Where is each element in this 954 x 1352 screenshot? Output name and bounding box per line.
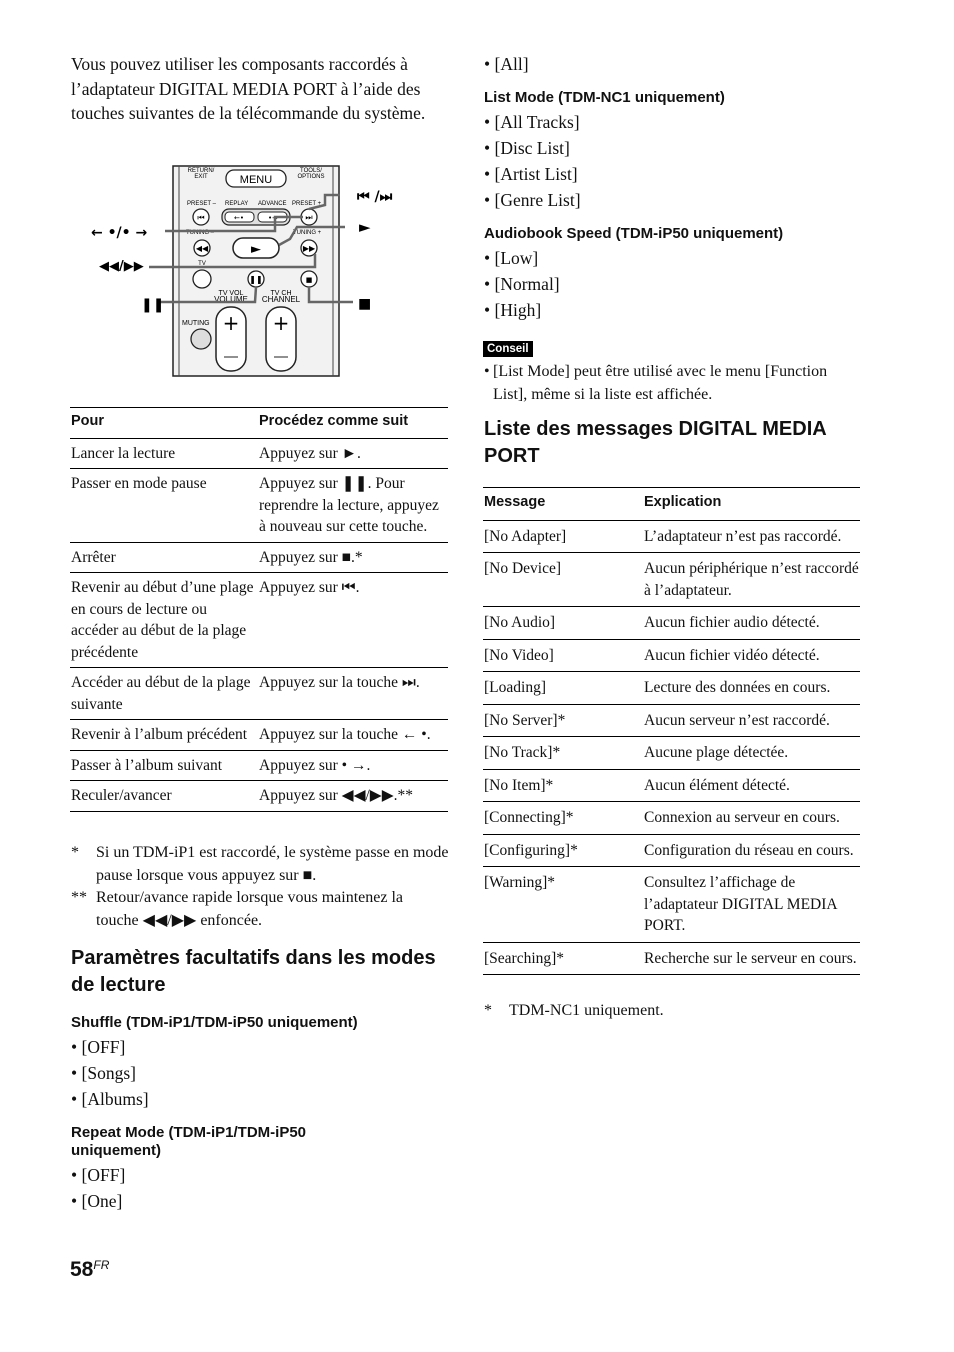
callout-rewff: ◀◀/▶▶ xyxy=(99,259,144,274)
table-row: [Warning]* Consultez l’affichage de l’adaptateur DIGITAL MEDIA PORT. xyxy=(483,867,860,943)
menu-label: MENU xyxy=(239,174,273,186)
tip-badge-wrap xyxy=(483,339,533,357)
tip-text: [List Mode] peut être utilisé avec le menu [Function List], même si la liste est affichée. xyxy=(493,363,828,403)
page-number xyxy=(70,1258,109,1282)
svg-text:⏮: ⏮ xyxy=(197,213,205,222)
footnote-1 xyxy=(71,842,449,887)
col-header-message: Message xyxy=(483,488,643,521)
list-item: • [Songs] xyxy=(71,1060,149,1086)
list-mode-list xyxy=(484,109,581,213)
col-header-procedez: Procédez comme suit xyxy=(258,408,448,439)
advance-label: ADVANCE xyxy=(258,201,287,207)
table-row: [No Device] Aucun périphérique n’est raccordé à l’adaptateur. xyxy=(483,553,860,607)
tip-text-wrap: • [List Mode] peut être utilisé avec le menu [Function List], même si la liste est affichée. xyxy=(484,361,860,406)
svg-text:◀◀: ◀◀ xyxy=(195,244,209,253)
svg-text:EXIT: EXIT xyxy=(194,174,208,180)
table-row: Arrêter Appuyez sur ■.* xyxy=(70,542,448,573)
audiobook-list xyxy=(484,245,560,323)
repeat-title: Repeat Mode (TDM-iP1/TDM-iP50 uniquement) xyxy=(71,1124,307,1159)
footnote-mark: * xyxy=(484,1002,492,1019)
svg-text:❚❚: ❚❚ xyxy=(249,275,263,284)
footnote-2 xyxy=(71,887,449,932)
table-row: [No Server]* Aucun serveur n’est raccordé. xyxy=(483,704,860,737)
table-row: Reculer/avancer Appuyez sur ◀◀/▶▶.** xyxy=(70,781,448,812)
svg-text:TUNING +: TUNING + xyxy=(293,230,322,236)
table-row: Passer en mode pause Appuyez sur ❚❚. Pour reprendre la lecture, appuyez à nouveau sur cette touche. xyxy=(70,469,448,543)
tip-badge: Conseil xyxy=(483,341,533,357)
svg-text:OPTIONS: OPTIONS xyxy=(297,174,325,180)
list-mode-title: List Mode (TDM-NC1 uniquement) xyxy=(484,89,725,106)
list-item: • [OFF] xyxy=(71,1034,149,1060)
table-row: [No Audio] Aucun fichier audio détecté. xyxy=(483,607,860,640)
list-item: • [Low] xyxy=(484,245,560,271)
svg-text:PRESET –: PRESET – xyxy=(187,201,216,207)
svg-text:•→: •→ xyxy=(268,214,278,222)
footnote-mark: * xyxy=(71,844,79,861)
svg-text:+: + xyxy=(272,311,290,335)
table-row: Passer à l’album suivant Appuyez sur • →. xyxy=(70,750,448,781)
svg-text:+: + xyxy=(222,311,240,335)
section-title-optional: Paramètres facultatifs dans les modes de lecture xyxy=(71,947,436,996)
return-exit-label: RETURN/ xyxy=(187,168,215,174)
table-row: [Searching]* Recherche sur le serveur en cours. xyxy=(483,942,860,975)
messages-table xyxy=(483,487,860,975)
repeat-list-cont xyxy=(484,51,529,77)
list-item: • [High] xyxy=(484,297,560,323)
intro-paragraph: Vous pouvez utiliser les composants raccordés à l’adaptateur DIGITAL MEDIA PORT à l’aide des touches suivantes de la télécommande du système. xyxy=(71,54,426,123)
muting-label: MUTING xyxy=(182,320,210,327)
table-row: [No Item]* Aucun élément détecté. xyxy=(483,769,860,802)
audiobook-title: Audiobook Speed (TDM-iP50 uniquement) xyxy=(484,225,784,242)
shuffle-list xyxy=(71,1034,149,1112)
table-row: [No Adapter] L’adaptateur n’est pas raccordé. xyxy=(483,520,860,553)
shuffle-title: Shuffle (TDM-iP1/TDM-iP50 uniquement) xyxy=(71,1014,358,1031)
callout-pause: ❚❚ xyxy=(141,297,165,313)
repeat-list xyxy=(71,1162,125,1214)
list-item: • [OFF] xyxy=(71,1162,125,1188)
list-item: • [Albums] xyxy=(71,1086,149,1112)
svg-text:TUNING –: TUNING – xyxy=(186,230,215,236)
page-number-value: 58 xyxy=(70,1258,94,1281)
table-row: [No Video] Aucun fichier vidéo détecté. xyxy=(483,639,860,672)
list-item: • [All] xyxy=(484,51,529,77)
callout-play: ► xyxy=(359,218,371,236)
table-row: Accéder au début de la plage suivante Appuyez sur la touche ⏭. xyxy=(70,668,448,720)
table-row: [Connecting]* Connexion au serveur en cours. xyxy=(483,802,860,835)
svg-text:←•: ←• xyxy=(234,214,244,222)
svg-text:►: ► xyxy=(251,242,261,257)
tv-vol-label: TV VOL xyxy=(218,290,244,297)
list-item: • [Genre List] xyxy=(484,187,581,213)
page-language-suffix: FR xyxy=(93,1258,110,1272)
replay-label: REPLAY xyxy=(225,201,249,207)
table-row: [Loading] Lecture des données en cours. xyxy=(483,672,860,705)
callout-stop: ■ xyxy=(358,296,372,312)
svg-text:⏭: ⏭ xyxy=(305,213,313,222)
footnote-text: Si un TDM-iP1 est raccordé, le système passe en mode pause lorsque vous appuyez sur ■. xyxy=(96,844,449,884)
section-title-messages: Liste des messages DIGITAL MEDIA PORT xyxy=(484,418,826,467)
col-header-explication: Explication xyxy=(643,488,860,521)
list-item: • [All Tracks] xyxy=(484,109,581,135)
list-item: • [Artist List] xyxy=(484,161,581,187)
col-header-pour: Pour xyxy=(70,408,258,439)
svg-text:TOOLS/: TOOLS/ xyxy=(300,168,322,174)
remote-illustration xyxy=(85,165,393,380)
callout-album: ← •/• → xyxy=(91,225,148,241)
tv-label: TV xyxy=(198,261,206,267)
table-row: [Configuring]* Configuration du réseau en cours. xyxy=(483,834,860,867)
footnote-text: Retour/avance rapide lorsque vous maintenez la touche ◀◀/▶▶ enfoncée. xyxy=(96,889,403,929)
svg-text:PRESET +: PRESET + xyxy=(292,201,322,207)
list-item: • [One] xyxy=(71,1188,125,1214)
tv-ch-label: TV CH xyxy=(270,290,292,297)
svg-text:▶▶: ▶▶ xyxy=(302,244,316,253)
table-row: Revenir au début d’une plage en cours de lecture ou accéder au début de la plage précédente Appuyez sur ⏮. xyxy=(70,573,448,668)
table-row: [No Track]* Aucune plage détectée. xyxy=(483,737,860,770)
muting-button[interactable] xyxy=(191,329,211,349)
volume-label: VOLUME xyxy=(214,295,248,304)
list-item: • [Normal] xyxy=(484,271,560,297)
tv-button[interactable] xyxy=(193,270,211,288)
messages-footnote xyxy=(484,1000,860,1023)
channel-label: CHANNEL xyxy=(261,295,301,304)
footnote-mark: ** xyxy=(71,889,87,906)
callout-prevnext: ⏮ /⏭ xyxy=(357,189,393,205)
controls-table xyxy=(70,407,448,812)
table-row: Lancer la lecture Appuyez sur ►. xyxy=(70,438,448,469)
list-item: • [Disc List] xyxy=(484,135,581,161)
svg-text:■: ■ xyxy=(305,276,313,284)
table-row: Revenir à l’album précédent Appuyez sur la touche ← •. xyxy=(70,720,448,751)
footnote-text: TDM-NC1 uniquement. xyxy=(509,1002,664,1019)
